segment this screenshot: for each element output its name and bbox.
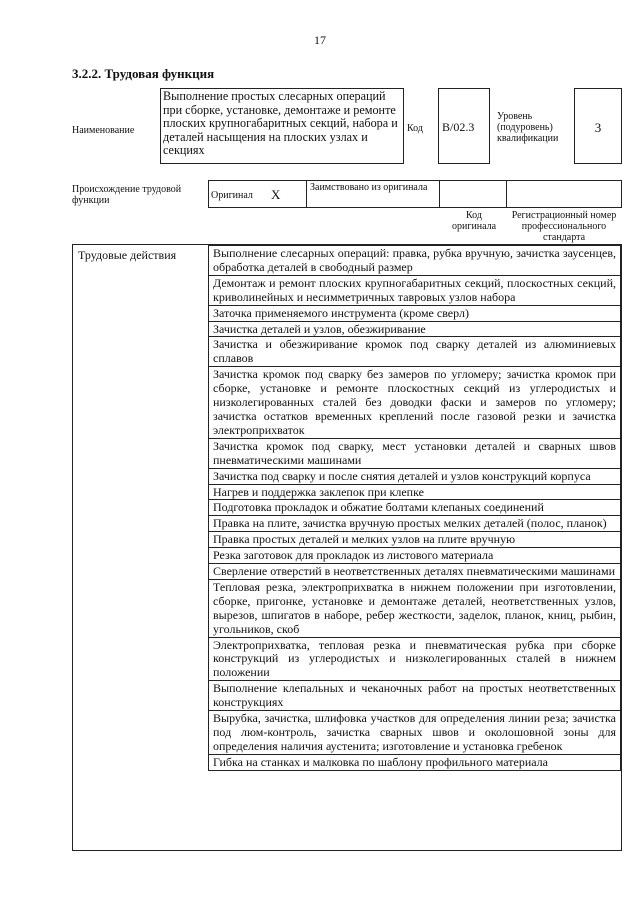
table-row: [209, 337, 621, 367]
table-row: [209, 754, 621, 770]
action-item: Тепловая резка, электроприхватка в нижнем положении при изготовлении, сборке, пригонке, установке и демонтаже деталей, неответственных узлов, вырезов, шпигатов в наборе, ребер жесткости, заделок, планок, книц, рыбин, угольников, скоб: [209, 579, 621, 637]
action-item: Зачистка деталей и узлов, обезжиривание: [209, 321, 621, 337]
section-title: 3.2.2. Трудовая функция: [72, 66, 215, 81]
action-item: Зачистка кромок под сварку без замеров по угломеру; зачистка кромок при сборке, установке и ремонте плоскостных секций из углеродистых и низколегированных сталей без доводки фаски и замеров по угломеру; зачистка остатков временных креплений после газовой резки и зачистка электроприхваток: [209, 367, 621, 439]
name-label: Наименование: [72, 125, 135, 136]
table-row: [209, 246, 621, 276]
action-item: Зачистка кромок под сварку, мест установки деталей и сварных швов пневматическими машинами: [209, 438, 621, 468]
action-item: Зачистка и обезжиривание кромок под сварку деталей из алюминиевых сплавов: [209, 337, 621, 367]
actions-table: [208, 245, 621, 771]
action-item: Электроприхватка, тепловая резка и пневматическая рубка при сборке конструкций из углеродистых и низколегированных сталей в нижнем положении: [209, 637, 621, 681]
action-item: Демонтаж и ремонт плоских крупногабаритных секций, плоскостных секций, криволинейных и несимметричных тавровых узлов набора: [209, 275, 621, 305]
level-label: Уровень (подуровень) квалификации: [497, 111, 559, 144]
level-value: 3: [574, 88, 622, 164]
table-row: [209, 564, 621, 580]
page-number: 17: [314, 33, 326, 47]
action-item: Выполнение слесарных операций: правка, рубка вручную, зачистка заусенцев, обработка деталей в свободный размер: [209, 246, 621, 276]
action-item: Правка простых деталей и мелких узлов на плите вручную: [209, 532, 621, 548]
table-row: [209, 321, 621, 337]
table-row: [209, 637, 621, 681]
table-row: [209, 532, 621, 548]
table-row: [209, 484, 621, 500]
action-item: Нагрев и поддержка заклепок при клепке: [209, 484, 621, 500]
action-item: Гибка на станках и малковка по шаблону профильного материала: [209, 754, 621, 770]
table-row: [209, 500, 621, 516]
table-row: [209, 468, 621, 484]
action-item: Зачистка под сварку и после снятия деталей и узлов конструкций корпуса: [209, 468, 621, 484]
reg-number-cell: [506, 180, 622, 208]
original-mark: X: [271, 187, 281, 202]
action-item: Выполнение клепальных и чеканочных работ на простых неответственных конструкциях: [209, 681, 621, 711]
table-row: [209, 681, 621, 711]
code-label: Код: [407, 123, 423, 134]
reg-number-label: Регистрационный номер профессионального стандарта: [511, 210, 617, 243]
table-row: [209, 711, 621, 755]
action-item: Сверление отверстий в неответственных деталях пневматическими машинами: [209, 564, 621, 580]
table-row: [209, 579, 621, 637]
code-original-label: Код оригинала: [452, 210, 497, 232]
name-value: Выполнение простых слесарных операций при сборке, установке, демонтаже и ремонте плоских крупногабаритных секций, набора и деталей насыщения на плоских узлах и секциях: [160, 88, 404, 164]
actions-label: Трудовые действия: [78, 248, 177, 262]
original-label: Оригинал: [211, 190, 253, 201]
table-row: [209, 275, 621, 305]
origin-label: Происхождение трудовой функции: [72, 184, 182, 206]
action-item: Правка на плите, зачистка вручную простых мелких деталей (полос, планок): [209, 516, 621, 532]
original-cell: [208, 180, 307, 208]
action-item: Резка заготовок для прокладок из листового материала: [209, 548, 621, 564]
borrowed-label: Заимствовано из оригинала: [306, 180, 440, 208]
code-value: В/02.3: [438, 88, 490, 164]
action-item: Подготовка прокладок и обжатие болтами клепаных соединений: [209, 500, 621, 516]
table-row: [209, 548, 621, 564]
code-original-cell: [439, 180, 507, 208]
action-item: Вырубка, зачистка, шлифовка участков для определения линии реза; зачистка под люм-контроль, зачистка сварных швов и околошовной зоны для определения наличия аустенита; изготовление и установка гребенок: [209, 711, 621, 755]
table-row: [209, 367, 621, 439]
table-row: [209, 305, 621, 321]
action-item: Заточка применяемого инструмента (кроме сверл): [209, 305, 621, 321]
table-row: [209, 438, 621, 468]
table-row: [209, 516, 621, 532]
